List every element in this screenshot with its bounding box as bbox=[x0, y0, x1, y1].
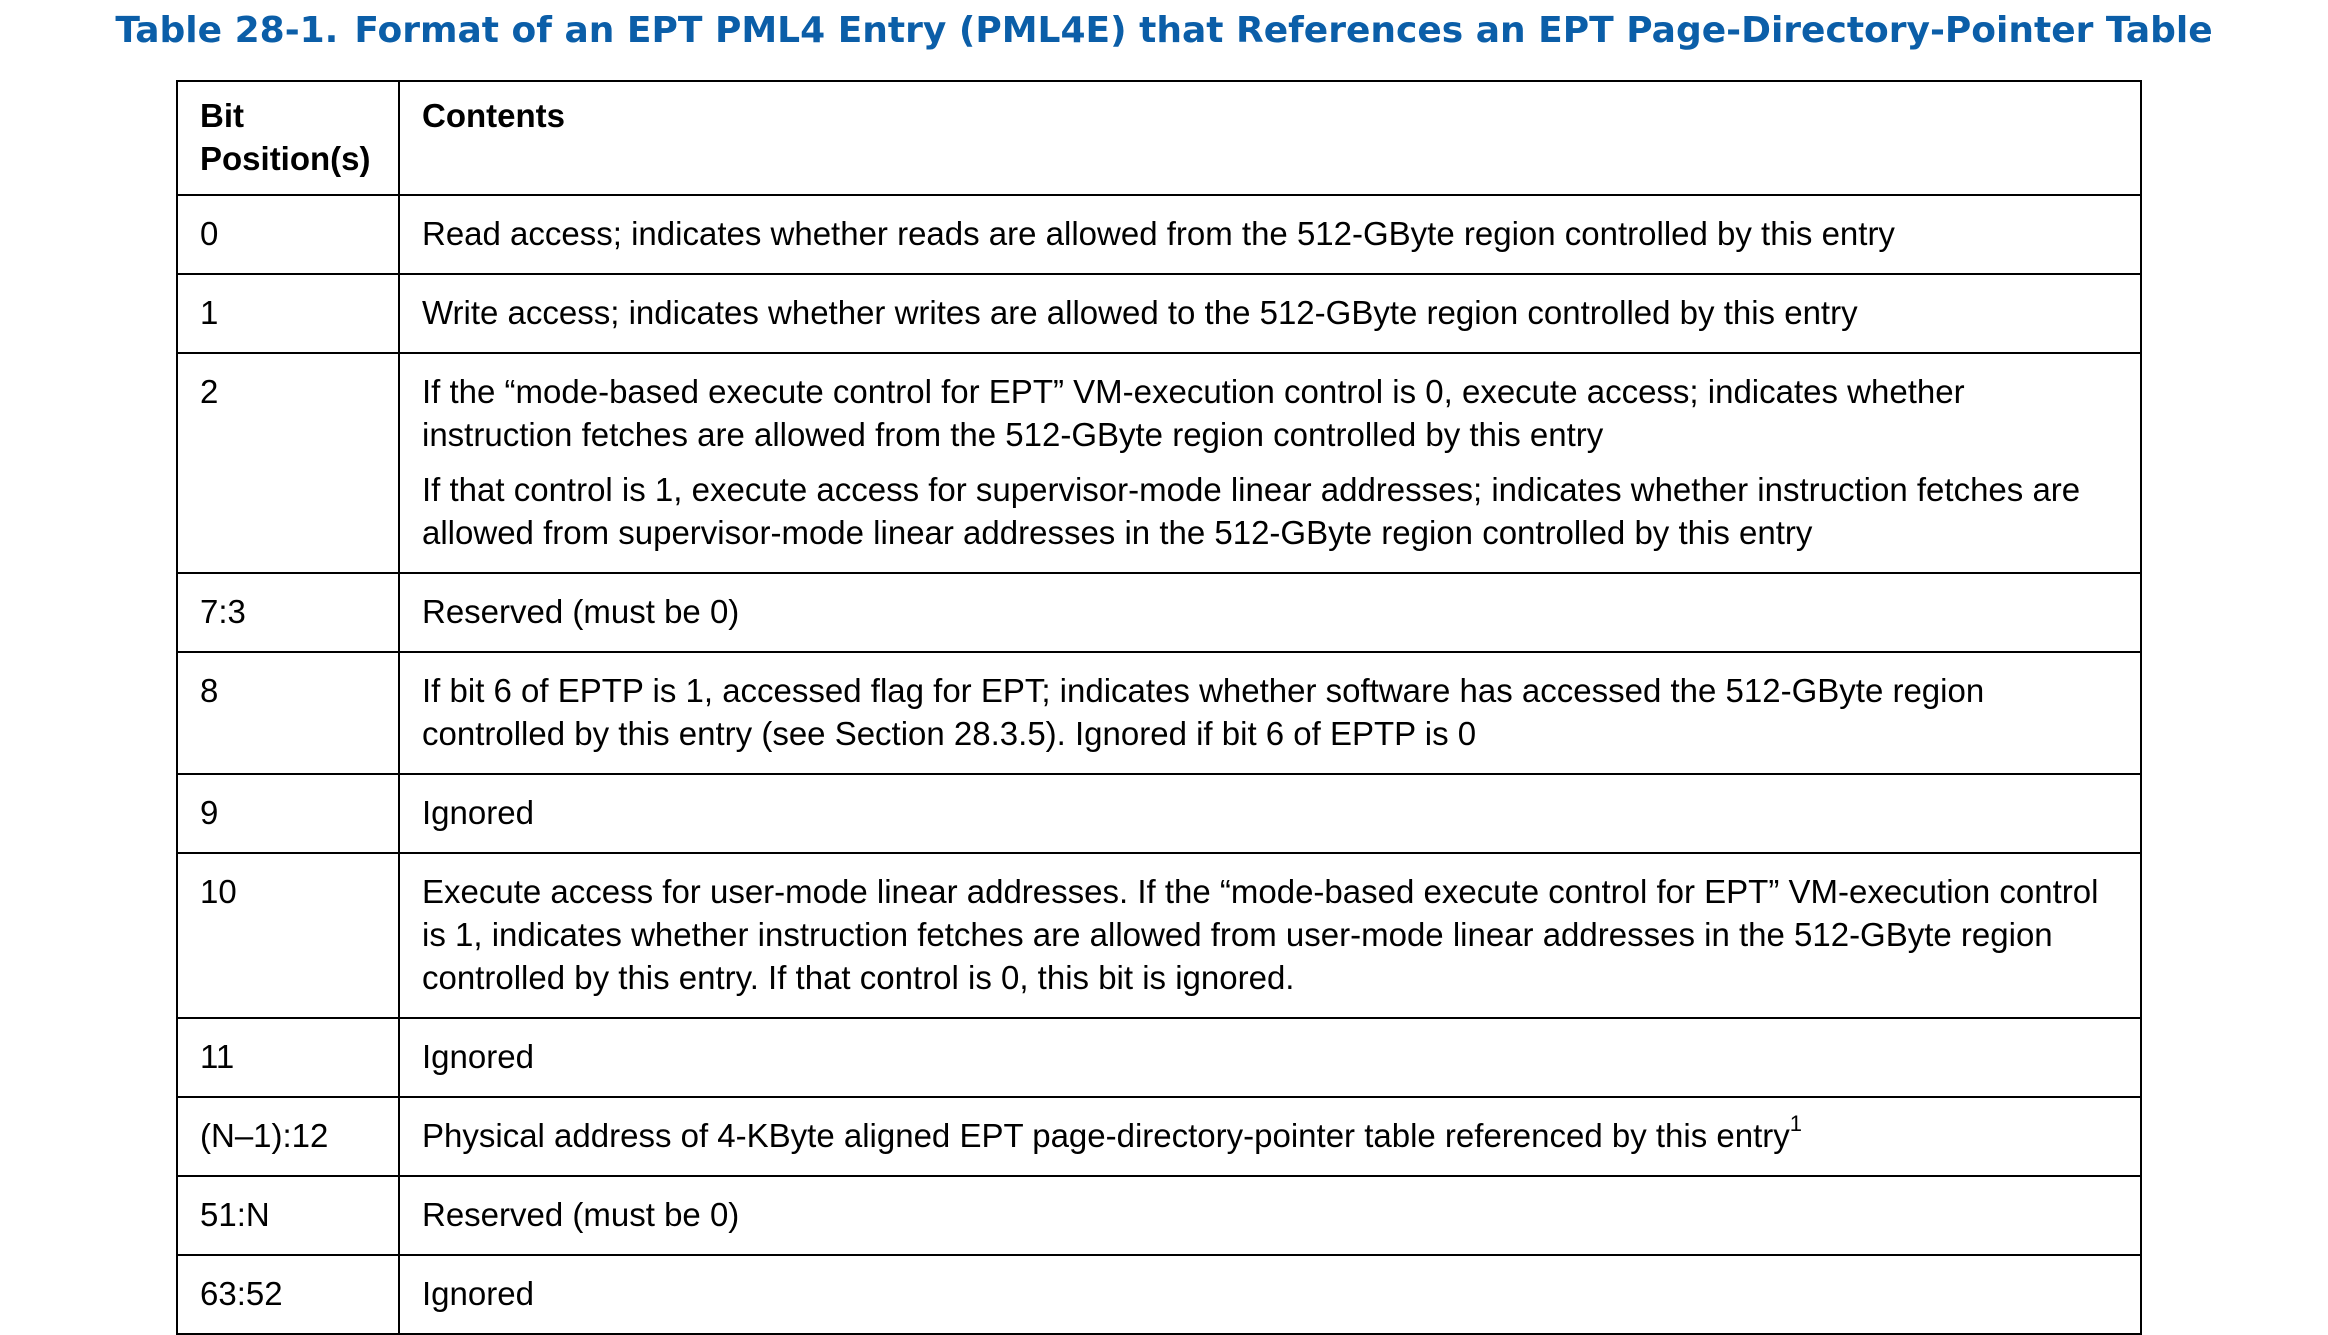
contents-paragraph bbox=[422, 212, 2118, 255]
contents-cell bbox=[399, 1097, 2141, 1176]
table-row bbox=[177, 1176, 2141, 1255]
table-row bbox=[177, 774, 2141, 853]
contents-cell bbox=[399, 353, 2141, 573]
bit-position-cell: 8 bbox=[177, 652, 399, 774]
contents-paragraph bbox=[422, 1035, 2118, 1078]
bit-position-cell: 11 bbox=[177, 1018, 399, 1097]
bit-position-cell: 51:N bbox=[177, 1176, 399, 1255]
contents-cell bbox=[399, 853, 2141, 1018]
table-body bbox=[177, 195, 2141, 1334]
contents-paragraph bbox=[422, 870, 2118, 999]
contents-cell bbox=[399, 1176, 2141, 1255]
contents-cell bbox=[399, 274, 2141, 353]
table-row bbox=[177, 195, 2141, 274]
contents-text: Physical address of 4-KByte aligned EPT page-directory-pointer table referenced by this entry bbox=[422, 1117, 1790, 1154]
bit-position-cell: 7:3 bbox=[177, 573, 399, 652]
contents-text: Ignored bbox=[422, 1275, 534, 1312]
header-bit-positions bbox=[177, 81, 399, 195]
contents-cell bbox=[399, 1018, 2141, 1097]
footnote-marker: 1 bbox=[1789, 1111, 1803, 1136]
bit-position-cell: (N–1):12 bbox=[177, 1097, 399, 1176]
contents-paragraph bbox=[422, 1111, 2118, 1157]
bit-position-cell: 0 bbox=[177, 195, 399, 274]
contents-paragraph bbox=[422, 468, 2118, 554]
contents-text: Write access; indicates whether writes are allowed to the 512-GByte region controlled by this entry bbox=[422, 294, 1858, 331]
contents-text: Reserved (must be 0) bbox=[422, 593, 740, 630]
table-row bbox=[177, 853, 2141, 1018]
contents-paragraph bbox=[422, 590, 2118, 633]
contents-paragraph bbox=[422, 669, 2118, 755]
table-row bbox=[177, 652, 2141, 774]
contents-text: Execute access for user-mode linear addresses. If the “mode-based execute control for EPT” VM-execution control is 1, indicates whether instruction fetches are allowed from user-mode linear addresses in the 512-GByte region controlled by this entry. If that control is 0, this bit is ignored. bbox=[422, 873, 2099, 996]
bit-position-cell: 10 bbox=[177, 853, 399, 1018]
contents-paragraph bbox=[422, 1272, 2118, 1315]
table-caption bbox=[0, 6, 2328, 56]
table-row bbox=[177, 353, 2141, 573]
contents-text: If that control is 1, execute access for supervisor-mode linear addresses; indicates whether instruction fetches are allowed from supervisor-mode linear addresses in the 512-GByte region controlled by this entry bbox=[422, 471, 2081, 551]
table-row bbox=[177, 1018, 2141, 1097]
contents-paragraph bbox=[422, 370, 2118, 456]
table-row bbox=[177, 1097, 2141, 1176]
contents-text: Ignored bbox=[422, 1038, 534, 1075]
contents-paragraph bbox=[422, 1193, 2118, 1236]
contents-text: Reserved (must be 0) bbox=[422, 1196, 740, 1233]
contents-paragraph bbox=[422, 291, 2118, 334]
contents-cell bbox=[399, 1255, 2141, 1334]
contents-cell bbox=[399, 774, 2141, 853]
bit-position-cell: 1 bbox=[177, 274, 399, 353]
table-title: Format of an EPT PML4 Entry (PML4E) that References an EPT Page-Directory-Pointer Table bbox=[354, 10, 2213, 51]
contents-cell bbox=[399, 652, 2141, 774]
contents-cell bbox=[399, 195, 2141, 274]
ept-pml4e-format-table bbox=[176, 80, 2142, 1335]
table-row bbox=[177, 1255, 2141, 1334]
header-bit-line2: Position(s) bbox=[200, 140, 371, 177]
header-bit-line1: Bit bbox=[200, 97, 244, 134]
contents-text: If the “mode-based execute control for EPT” VM-execution control is 0, execute access; indicates whether instruction fetches are allowed from the 512-GByte region controlled by this entry bbox=[422, 373, 1965, 453]
contents-text: Ignored bbox=[422, 794, 534, 831]
table-number: Table 28-1. bbox=[115, 10, 339, 51]
contents-text: Read access; indicates whether reads are allowed from the 512-GByte region controlled by this entry bbox=[422, 215, 1895, 252]
table-header-row bbox=[177, 81, 2141, 195]
table-row bbox=[177, 274, 2141, 353]
bit-position-cell: 2 bbox=[177, 353, 399, 573]
bit-position-cell: 9 bbox=[177, 774, 399, 853]
table-row bbox=[177, 573, 2141, 652]
bit-position-cell: 63:52 bbox=[177, 1255, 399, 1334]
contents-text: If bit 6 of EPTP is 1, accessed flag for EPT; indicates whether software has accessed the 512-GByte region controlled by this entry (see Section 28.3.5). Ignored if bit 6 of EPTP is 0 bbox=[422, 672, 1985, 752]
header-contents: Contents bbox=[399, 81, 2141, 195]
contents-paragraph bbox=[422, 791, 2118, 834]
contents-cell bbox=[399, 573, 2141, 652]
